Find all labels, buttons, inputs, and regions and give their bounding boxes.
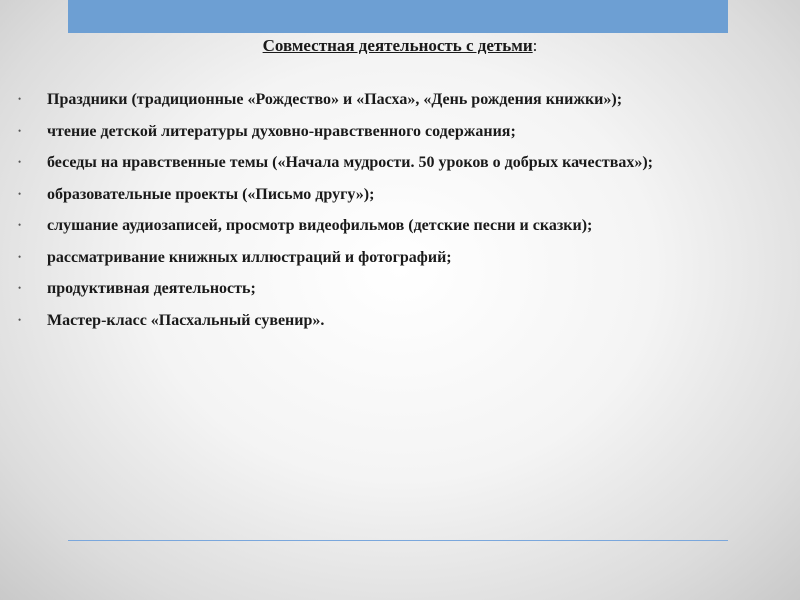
- list-item-text: рассматривание книжных иллюстраций и фотографий;: [47, 248, 452, 266]
- list-item: [18, 147, 744, 179]
- bullet-icon: •: [18, 125, 22, 136]
- bullet-icon: •: [18, 157, 22, 167]
- bullet-list: [18, 84, 744, 336]
- bullet-icon: •: [18, 251, 22, 262]
- list-item: [18, 84, 744, 116]
- bottom-divider-line: [68, 540, 728, 541]
- list-item-text: беседы на нравственные темы («Начала мудрости. 50 уроков о добрых качествах»);: [47, 154, 653, 171]
- slide-title: [0, 36, 800, 56]
- list-item-text: Праздники (традиционные «Рождество» и «Пасха», «День рождения книжки»);: [47, 91, 623, 108]
- list-item: [18, 273, 744, 305]
- bullet-icon: •: [18, 314, 22, 325]
- list-item: [18, 210, 744, 242]
- list-item-text: Мастер-класс «Пасхальный сувенир».: [47, 311, 325, 329]
- list-item: [18, 179, 744, 211]
- bullet-icon: •: [18, 283, 22, 293]
- bullet-icon: •: [18, 220, 22, 230]
- bullet-icon: •: [18, 188, 22, 199]
- list-item: [18, 305, 744, 337]
- slide-title-text: Совместная деятельность с детьми: [262, 36, 533, 55]
- list-item-text: образовательные проекты («Письмо другу»);: [47, 185, 375, 203]
- slide-title-colon: :: [532, 36, 538, 55]
- list-item: [18, 116, 744, 148]
- list-item-text: слушание аудиозаписей, просмотр видеофильмов (детские песни и сказки);: [47, 217, 593, 234]
- top-accent-band: [68, 0, 728, 33]
- list-item: [18, 242, 744, 274]
- list-item-text: продуктивная деятельность;: [47, 280, 256, 297]
- bullet-icon: •: [18, 94, 22, 104]
- list-item-text: чтение детской литературы духовно-нравственного содержания;: [47, 122, 516, 140]
